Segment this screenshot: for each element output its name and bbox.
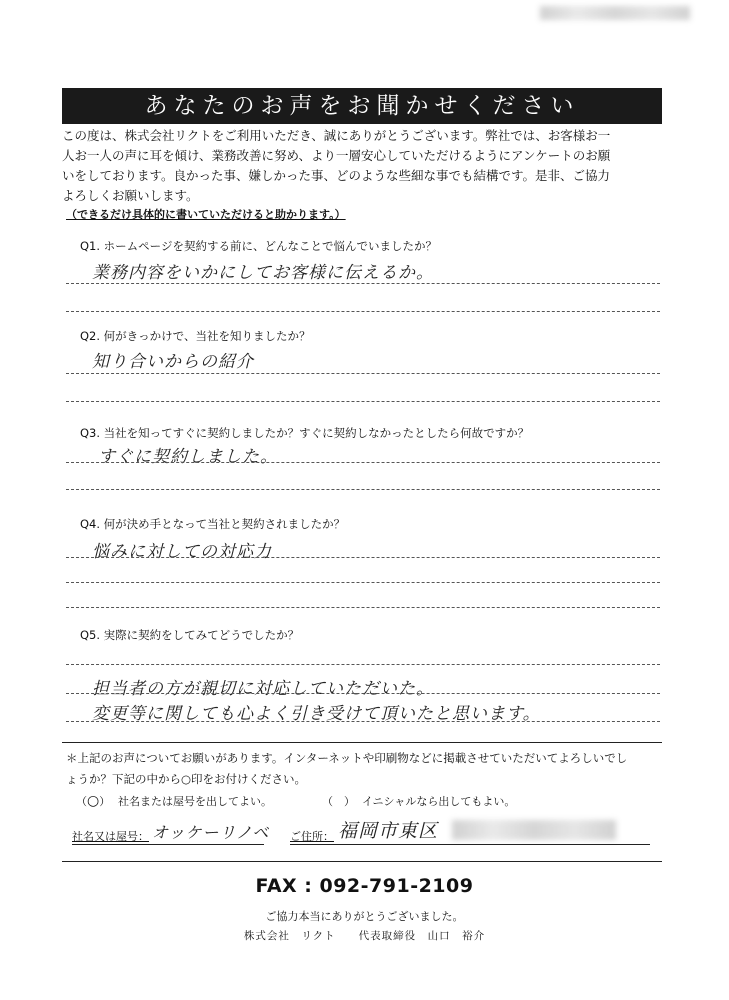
circle-mark: ○ <box>87 793 100 809</box>
answer-line <box>66 401 660 402</box>
answer-line <box>66 462 660 463</box>
answer-line <box>66 489 660 490</box>
page-title: あなたのお声をお聞かせください <box>62 88 662 124</box>
answer-line <box>66 721 660 722</box>
answer-5-line-1: 担当者の方が親切に対応していただいた。 <box>92 679 434 699</box>
answer-line <box>66 283 660 284</box>
instruction-note: （できるだけ具体的に書いていただけると助かります。） <box>66 208 346 221</box>
fax-number: FAX : 092-791-2109 <box>255 875 474 897</box>
answer-3: すぐに契約しました。 <box>98 447 278 467</box>
intro-line: この度は、株式会社リクトをご利用いただき、誠にありがとうございます。弊社では、お客様お一 <box>62 128 611 143</box>
address-label: ご住所： <box>290 830 334 843</box>
answer-1: 業務内容をいかにしてお客様に伝えるか。 <box>92 263 434 283</box>
company-name-value: オッケーリノベ <box>152 823 270 842</box>
answer-5-line-2: 変更等に関しても心よく引き受けて頂いたと思います。 <box>92 704 541 724</box>
address-underline <box>290 844 650 845</box>
redacted-address <box>452 820 616 840</box>
option-1-label: 社名または屋号を出してよい。 <box>118 795 272 808</box>
intro-text <box>62 126 662 206</box>
answer-line <box>66 582 660 583</box>
thanks-text: ご協力本当にありがとうございました。 <box>265 910 464 923</box>
address-value: 福岡市東区 <box>338 820 439 842</box>
option-2-label: イニシャルなら出してもよい。 <box>362 795 516 808</box>
option-2-checkbox[interactable]: （ ） <box>322 795 355 808</box>
question-1: Q1. ホームページを契約する前に、どんなことで悩んでいましたか？ <box>80 239 437 253</box>
permission-text-1: ＊上記のお声についてお願いがあります。インターネットや印刷物などに掲載させていただいてよろしいでし <box>66 751 628 765</box>
intro-line: よろしくお願いします。 <box>62 188 199 203</box>
answer-4: 悩みに対しての対応力 <box>92 542 272 562</box>
question-4: Q4. 何が決め手となって当社と契約されましたか？ <box>80 517 346 531</box>
company-name-label: 社名又は屋号： <box>72 830 149 843</box>
question-3: Q3. 当社を知ってすぐに契約しましたか？すぐに契約しなかったとしたら何故ですか？ <box>80 426 530 440</box>
intro-line: いをしております。良かった事、嫌しかった事、どのような些細な事でも結構です。是非、ご協力 <box>62 168 611 183</box>
redacted-header <box>540 6 690 20</box>
option-1-checkbox[interactable]: （○） <box>76 793 111 809</box>
company-signature: 株式会社 リクト 代表取締役 山口 裕介 <box>243 930 486 942</box>
answer-line <box>66 373 660 374</box>
question-2: Q2. 何がきっかけで、当社を知りましたか？ <box>80 329 311 343</box>
name-underline <box>72 844 264 845</box>
intro-line: 人お一人の声に耳を傾け、業務改善に努め、より一層安心していただけるようにアンケートのお願 <box>62 148 611 163</box>
answer-2: 知り合いからの紹介 <box>92 352 254 372</box>
answer-line <box>66 607 660 608</box>
answer-line <box>66 664 660 665</box>
answer-line <box>66 557 660 558</box>
permission-text-2: ょうか？下記の中から○印をお付けください。 <box>66 772 307 786</box>
answer-line <box>66 693 660 694</box>
answer-line <box>66 311 660 312</box>
question-5: Q5. 実際に契約をしてみてどうでしたか？ <box>80 628 300 642</box>
